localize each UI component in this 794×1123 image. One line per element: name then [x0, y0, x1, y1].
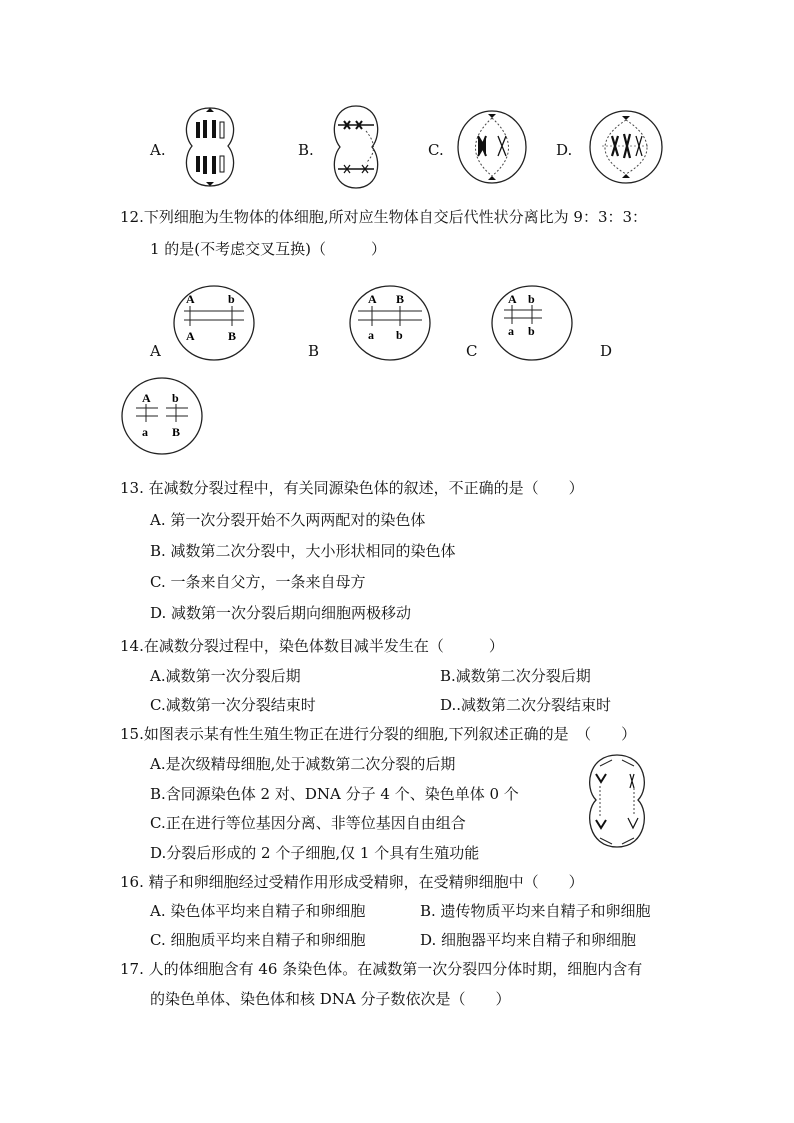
q15-cell-diagram — [578, 752, 656, 850]
q12-option-a-label: A — [150, 342, 161, 360]
q16-option-a: A. 染色体平均来自精子和卵细胞 — [150, 902, 366, 920]
q12-cell-a-diagram — [172, 284, 256, 362]
q12-cell-c-gene: b — [528, 324, 535, 338]
q14-option-b: B.减数第二次分裂后期 — [440, 667, 591, 685]
q12-cell-c-gene: a — [508, 324, 514, 338]
q12-stem-line1: 12.下列细胞为生物体的体细胞,所对应生物体自交后代性状分离比为 9：3：3： — [120, 208, 648, 226]
q16-option-b: B. 遗传物质平均来自精子和卵细胞 — [420, 902, 651, 920]
q11-option-c-label: C. — [428, 141, 444, 159]
q12-cell-c-gene: A — [508, 292, 517, 306]
q12-cell-d-gene: A — [142, 391, 151, 405]
q12-cell-b-diagram — [348, 284, 432, 362]
q15-option-d: D.分裂后形成的 2 个子细胞,仅 1 个具有生殖功能 — [150, 844, 480, 862]
q12-option-c-label: C — [466, 342, 478, 360]
q12-cell-b-gene: a — [368, 328, 374, 342]
q15-option-b: B.含同源染色体 2 对、DNA 分子 4 个、染色单体 0 个 — [150, 785, 519, 803]
q16-stem: 16. 精子和卵细胞经过受精作用形成受精卵，在受精卵细胞中（ ） — [120, 873, 584, 891]
q12-cell-c-diagram — [490, 284, 574, 362]
q11-cell-b-diagram — [326, 103, 386, 191]
q13-option-b: B. 减数第二次分裂中，大小形状相同的染色体 — [150, 542, 456, 560]
q12-cell-d-gene: b — [172, 391, 179, 405]
q12-option-b-label: B — [308, 342, 320, 360]
q13-option-c: C. 一条来自父方，一条来自母方 — [150, 573, 366, 591]
q17-stem-line2: 的染色单体、染色体和核 DNA 分子数依次是（ ） — [150, 990, 511, 1008]
q14-option-a: A.减数第一次分裂后期 — [150, 667, 301, 685]
q12-cell-d-diagram — [120, 376, 204, 456]
q13-stem: 13. 在减数分裂过程中，有关同源染色体的叙述，不正确的是（ ） — [120, 479, 584, 497]
q12-cell-a-gene: A — [186, 292, 195, 306]
q11-cell-a-diagram — [176, 104, 244, 190]
q11-option-d-label: D. — [556, 141, 573, 159]
q16-option-c: C. 细胞质平均来自精子和卵细胞 — [150, 931, 366, 949]
q11-cell-d-diagram — [588, 108, 664, 186]
q14-option-c: C.减数第一次分裂结束时 — [150, 696, 316, 714]
q12-cell-d-gene: B — [172, 425, 181, 439]
q12-option-d-label: D — [600, 342, 613, 360]
q15-stem: 15.如图表示某有性生殖生物正在进行分裂的细胞,下列叙述正确的是 （ ） — [120, 725, 637, 743]
q12-cell-c-gene: b — [528, 292, 535, 306]
q11-cell-c-diagram — [456, 108, 528, 186]
q15-option-a: A.是次级精母细胞,处于减数第二次分裂的后期 — [150, 755, 456, 773]
q15-option-c: C.正在进行等位基因分离、非等位基因自由组合 — [150, 814, 466, 832]
q12-cell-b-gene: B — [396, 292, 405, 306]
q11-option-a-label: A. — [150, 141, 166, 159]
q12-cell-b-gene: A — [368, 292, 377, 306]
q11-option-b-label: B. — [298, 141, 314, 159]
q13-option-d: D. 减数第一次分裂后期向细胞两极移动 — [150, 604, 412, 622]
q12-cell-a-gene: A — [186, 329, 195, 343]
q17-stem-line1: 17. 人的体细胞含有 46 条染色体。在减数第一次分裂四分体时期，细胞内含有 — [120, 960, 643, 978]
q13-option-a: A. 第一次分裂开始不久两两配对的染色体 — [150, 511, 426, 529]
q12-cell-a-gene: b — [228, 292, 235, 306]
q12-cell-d-gene: a — [142, 425, 148, 439]
q12-cell-b-gene: b — [396, 328, 403, 342]
q16-option-d: D. 细胞器平均来自精子和卵细胞 — [420, 931, 637, 949]
q12-stem-line2: 1 的是(不考虑交叉互换)（ ） — [150, 240, 387, 258]
q14-stem: 14.在减数分裂过程中，染色体数目减半发生在（ ） — [120, 637, 504, 655]
q12-cell-a-gene: B — [228, 329, 237, 343]
q14-option-d: D..减数第二次分裂结束时 — [440, 696, 612, 714]
